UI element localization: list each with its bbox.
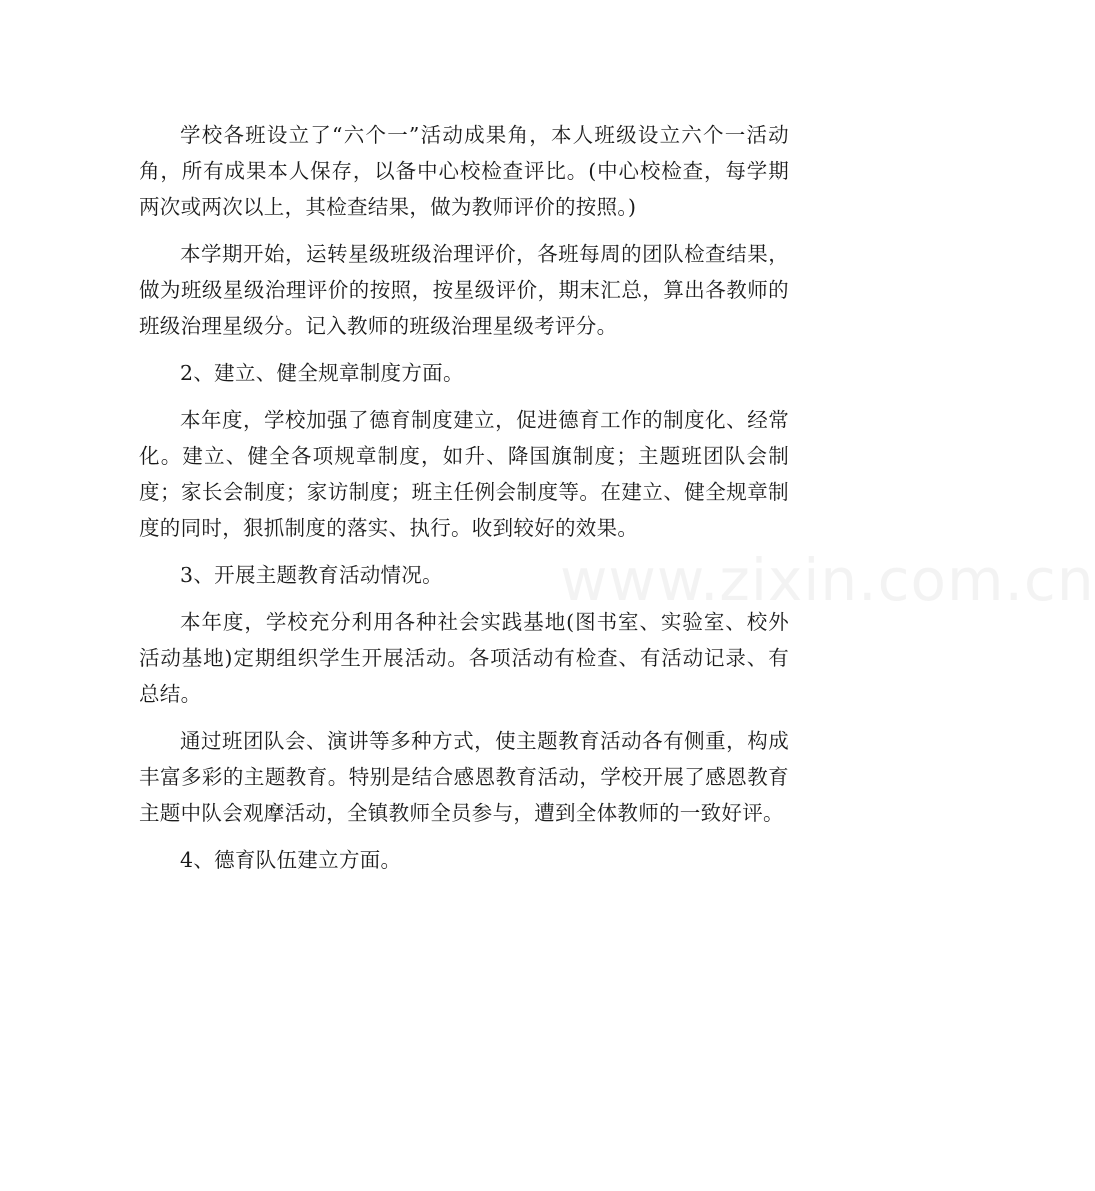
paragraph-1: 学校各班设立了“六个一”活动成果角，本人班级设立六个一活动角，所有成果本人保存，以备中心校检查评比。(中心校检查，每学期两次或两次以上，其检查结果，做为教师评价的按照。)	[139, 123, 789, 219]
watermark: www.zixin.com.cn	[560, 546, 1095, 614]
paragraph-2: 本学期开始，运转星级班级治理评价，各班每周的团队检查结果，做为班级星级治理评价的按照，按星级评价，期末汇总，算出各教师的班级治理星级分。记入教师的班级治理星级考评分。	[139, 242, 789, 338]
paragraph-4: 本年度，学校充分利用各种社会实践基地(图书室、实验室、校外活动基地)定期组织学生开展活动。各项活动有检查、有活动记录、有总结。	[139, 610, 789, 706]
section-heading-2: 2、建立、健全规章制度方面。	[180, 361, 464, 385]
paragraph-3: 本年度，学校加强了德育制度建立，促进德育工作的制度化、经常化。建立、健全各项规章制度，如升、降国旗制度；主题班团队会制度；家长会制度；家访制度；班主任例会制度等。在建立、健全规章制度的同时，狠抓制度的落实、执行。收到较好的效果。	[139, 408, 789, 540]
section-heading-4: 4、德育队伍建立方面。	[180, 848, 402, 872]
paragraph-5: 通过班团队会、演讲等多种方式，使主题教育活动各有侧重，构成丰富多彩的主题教育。特别是结合感恩教育活动，学校开展了感恩教育主题中队会观摩活动，全镇教师全员参与，遭到全体教师的一致好评。	[139, 729, 789, 825]
document-body	[139, 117, 789, 889]
section-heading-3: 3、开展主题教育活动情况。	[180, 563, 443, 587]
